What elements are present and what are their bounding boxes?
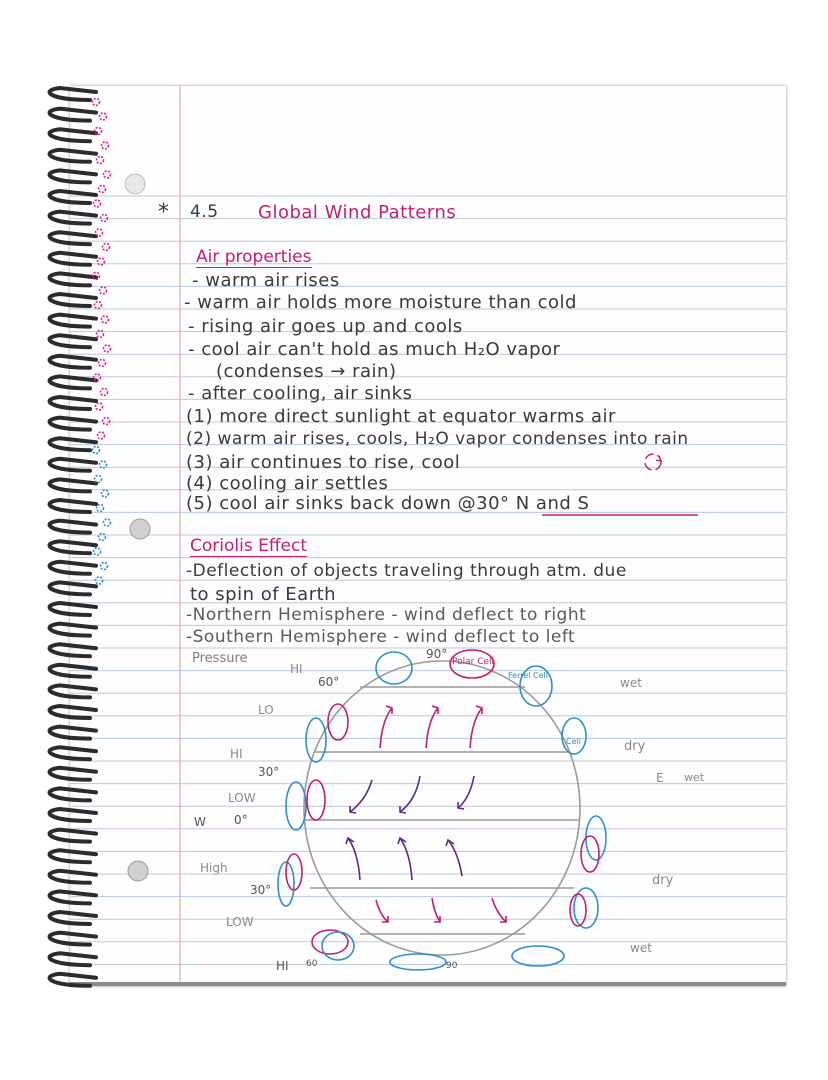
spiral-coil (50, 500, 96, 512)
dry-label: dry (624, 739, 646, 754)
spiral-binding (30, 80, 140, 1080)
note-line: - warm air rises (192, 270, 340, 291)
page-title: Global Wind Patterns (258, 202, 457, 223)
spiral-coil (50, 603, 96, 615)
spiral-coil (50, 541, 96, 553)
flower-doodle (96, 403, 103, 410)
flower-doodle (101, 563, 108, 570)
latitude-60-label: 60° (318, 675, 340, 689)
flower-doodle (99, 534, 106, 541)
spiral-coil (50, 479, 96, 491)
title-number: 4.5 (190, 202, 219, 222)
note-line: - rising air goes up and cools (188, 316, 463, 337)
spiral-coil (50, 562, 96, 574)
spiral-coil (50, 459, 96, 471)
section-heading-coriolis: Coriolis Effect (190, 536, 308, 556)
spiral-coil (50, 88, 96, 100)
note-line: (4) cooling air settles (186, 473, 389, 494)
note-line: - warm air holds more moisture than cold (184, 292, 577, 313)
cell-loop (390, 954, 446, 970)
flower-doodle (93, 447, 100, 454)
flower-doodle (104, 345, 111, 352)
pressure-label: Pressure (192, 651, 248, 666)
spiral-coil (50, 170, 96, 182)
note-line: - cool air can't hold as much H₂O vapor (188, 339, 561, 360)
spiral-coil (50, 644, 96, 656)
spiral-coil (50, 912, 96, 924)
dry-label: dry (652, 873, 674, 888)
cell-loop (512, 946, 564, 966)
flower-doodle (98, 258, 105, 265)
latitude-60s-label: 60 (306, 959, 318, 969)
latitude-30s-label: 30° (250, 883, 272, 897)
spiral-coil (50, 624, 96, 636)
low-label: LOW (228, 791, 256, 805)
spiral-coil (50, 376, 96, 388)
spiral-coil (50, 397, 96, 409)
spiral-coil (50, 438, 96, 450)
flower-doodle (103, 244, 110, 251)
latitude-30-label: 30° (258, 765, 280, 779)
cell-loop (307, 780, 325, 820)
spiral-coil (50, 191, 96, 203)
spiral-coil (50, 933, 96, 945)
hi-bottom-label: HI (276, 959, 289, 973)
spiral-coil (50, 953, 96, 965)
flower-doodle (99, 360, 106, 367)
polar-cell-label: Polar Cell (452, 657, 495, 667)
spiral-coil (50, 335, 96, 347)
note-line: (5) cool air sinks back down @30° N and S (186, 493, 590, 514)
spiral-coil (50, 665, 96, 677)
hadley-cell-loop (562, 718, 586, 754)
southern-ferrel-arrows (376, 898, 506, 922)
spiral-coils (50, 88, 96, 986)
southern-trade-arrows (346, 838, 462, 880)
flower-doodle (99, 186, 106, 193)
west-label: W (194, 815, 206, 829)
spiral-coil (50, 150, 96, 162)
flower-doodle (100, 461, 107, 468)
convection-cells (276, 647, 606, 973)
flower-doodle (101, 215, 108, 222)
ferrel-cell-label: Ferrel Cell (508, 671, 548, 680)
cell-loop (586, 816, 606, 860)
flower-doodle (98, 432, 105, 439)
high-label: High (200, 861, 228, 875)
hi-label: HI (230, 747, 243, 761)
global-wind-diagram (180, 640, 740, 980)
spiral-coil (50, 253, 96, 265)
section-heading-air-properties: Air properties (196, 247, 312, 267)
note-line: -Northern Hemisphere - wind deflect to right (186, 605, 587, 625)
spiral-coil (50, 830, 96, 842)
spiral-coil (50, 129, 96, 141)
east-label: E (656, 771, 664, 785)
spiral-coil (50, 212, 96, 224)
spiral-coil (50, 294, 96, 306)
flower-doodle (94, 548, 101, 555)
flower-doodle (103, 418, 110, 425)
hadley-cell-label: Cell (566, 737, 581, 746)
equator-label: 0° (234, 813, 248, 827)
spiral-coil (50, 685, 96, 697)
spiral-coil (50, 273, 96, 285)
flower-doodle (97, 505, 104, 512)
note-line: (1) more direct sunlight at equator warms air (186, 406, 616, 427)
flower-doodle (102, 316, 109, 323)
spiral-coil (50, 747, 96, 759)
wet-label: wet (620, 676, 642, 690)
note-line: -Southern Hemisphere - wind deflect to left (186, 627, 576, 647)
note-line: (3) air continues to rise, cool (186, 452, 461, 473)
wet-label: wet (684, 771, 705, 784)
note-line: -Deflection of objects traveling through atm. due (186, 561, 627, 581)
flower-doodle (96, 229, 103, 236)
spiral-coil (50, 891, 96, 903)
note-line: to spin of Earth (190, 584, 337, 605)
spiral-coil (50, 768, 96, 780)
note-line: - after cooling, air sinks (188, 383, 413, 404)
flower-doodle (95, 476, 102, 483)
cell-loop (570, 894, 586, 926)
flower-doodle (97, 331, 104, 338)
spiral-coil (50, 727, 96, 739)
cell-loop (286, 782, 306, 830)
spiral-coil (50, 418, 96, 430)
spiral-coil (50, 706, 96, 718)
low-label: LOW (226, 915, 254, 929)
hi-label: HI (290, 662, 303, 676)
lo-label: LO (258, 703, 274, 717)
spiral-coil (50, 788, 96, 800)
flower-doodle (96, 577, 103, 584)
spiral-coil (50, 974, 96, 986)
wet-label: wet (630, 941, 652, 955)
spiral-coil (50, 850, 96, 862)
flower-doodle (101, 389, 108, 396)
flower-doodle (95, 302, 102, 309)
flower-doodle (97, 157, 104, 164)
flower-doodles (93, 99, 111, 585)
flower-doodle (93, 99, 100, 106)
latitude-90-label: 90° (426, 647, 448, 661)
spiral-coil (50, 582, 96, 594)
trade-wind-arrows (350, 776, 474, 813)
flower-doodle (104, 171, 111, 178)
spiral-coil (50, 232, 96, 244)
polar-cell-loop (376, 652, 412, 684)
ferrel-arrows (380, 706, 482, 748)
title-star: * (158, 200, 170, 225)
flower-doodle (100, 287, 107, 294)
cell-loop (322, 932, 354, 960)
spiral-coil (50, 356, 96, 368)
spiral-coil (50, 109, 96, 121)
cycle-icon (640, 450, 666, 474)
flower-doodle (95, 128, 102, 135)
underline-30-degrees (540, 512, 700, 518)
cell-loop (306, 718, 326, 762)
spiral-coil (50, 871, 96, 883)
latitude-90s-label: 90 (446, 961, 458, 971)
flower-doodle (102, 142, 109, 149)
spiral-coil (50, 521, 96, 533)
flower-doodle (94, 200, 101, 207)
flower-doodle (100, 113, 107, 120)
note-line: (2) warm air rises, cools, H₂O vapor condenses into rain (186, 429, 689, 449)
flower-doodle (104, 519, 111, 526)
spiral-coil (50, 315, 96, 327)
spiral-coil (50, 809, 96, 821)
note-line: (condenses → rain) (216, 361, 397, 382)
flower-doodle (102, 490, 109, 497)
